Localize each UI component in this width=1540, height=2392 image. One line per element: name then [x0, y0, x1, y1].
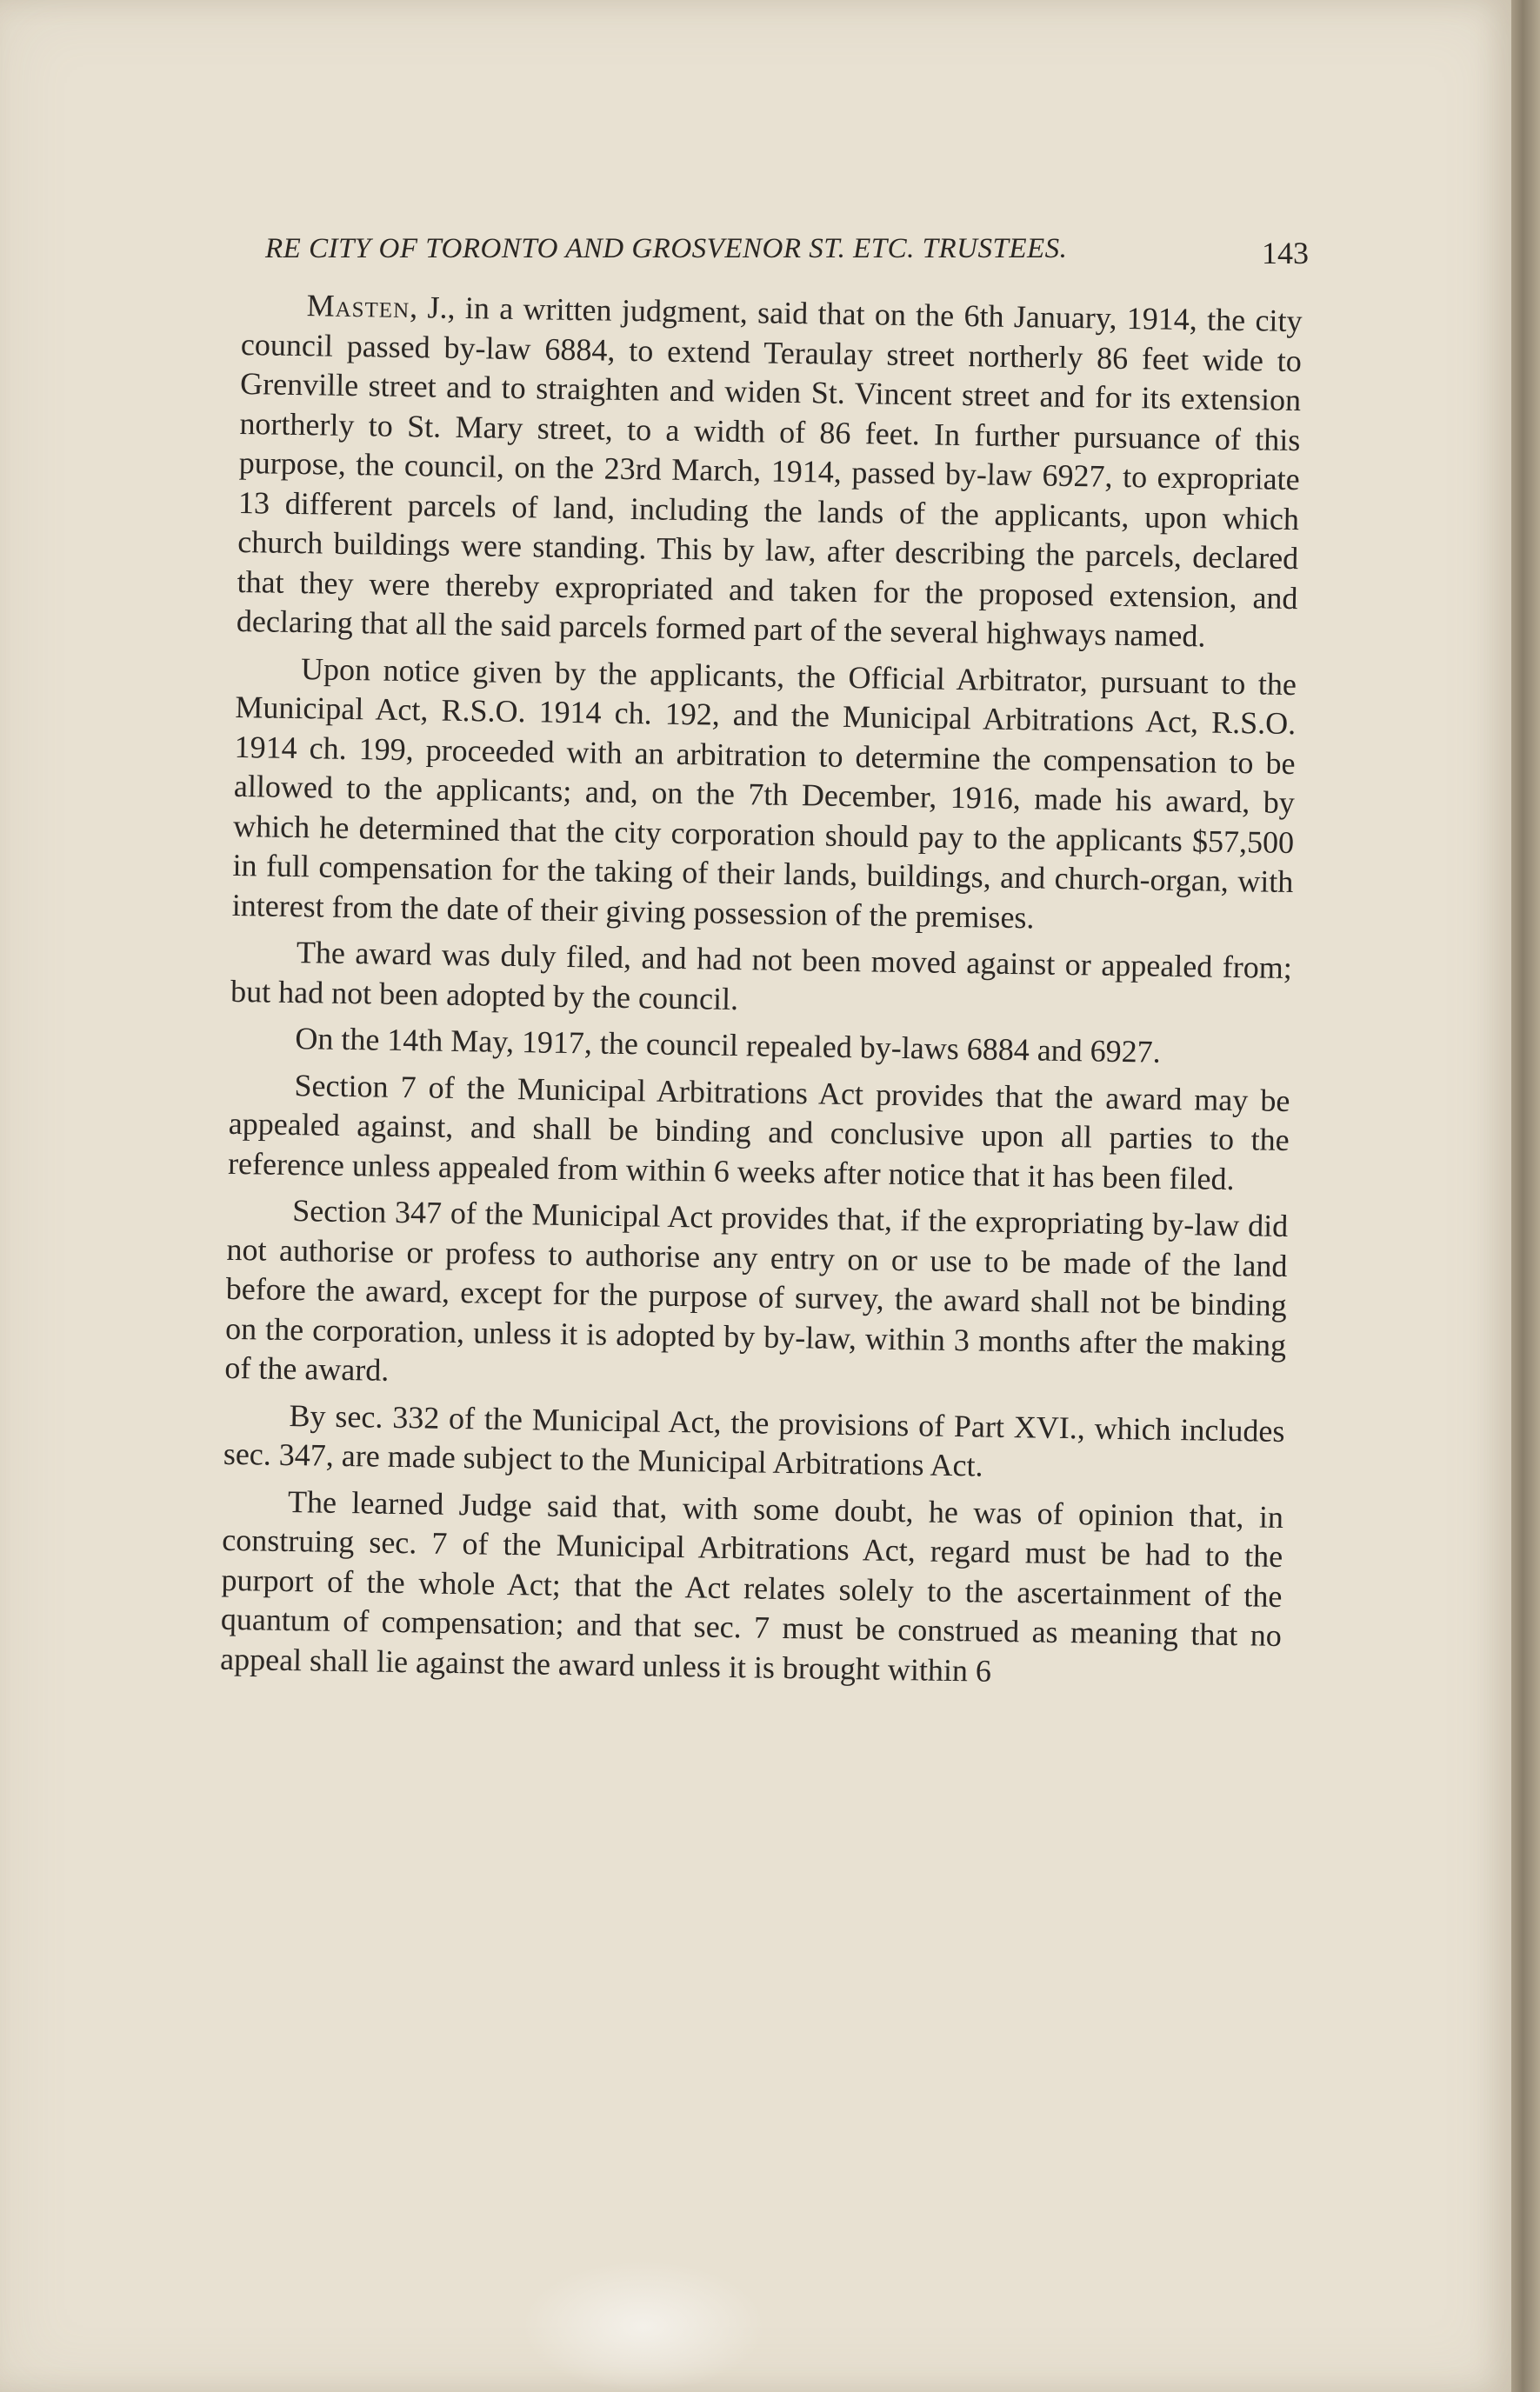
paragraph-1: [237, 285, 1303, 658]
paragraph-6: Section 347 of the Municipal Act provides that, if the expropriating by-law did not authorise or profess to authorise any entry on or use to be made of the land before the award, except for the purpose of survey, the award shall not be binding on the corporation, unless it is adopted by by-law, within 3 months after the making of the award.: [224, 1193, 1289, 1388]
paragraph-4: On the 14th May, 1917, the council repealed by-laws 6884 and 6927.: [295, 1021, 1162, 1069]
paragraph-1-text: , J., in a written judgment, said that on the 6th January, 1914, the city council passed by-law 6884, to extend Teraulay street northerly 86 feet wide to Grenville street and to straighten and widen St. Vincent street and for its extension northerly to St. Mary street, to a width of 86 feet. In further pursuance of this purpose, the council, on the 23rd March, 1914, passed by-law 6927, to expropriate 13 different parcels of land, including the lands of the applicants, upon which church buildings were standing. This by law, after describing the parcels, declared that they were thereby expropriated and taken for the proposed extension, and declaring that all the said parcels formed part of the several highways named.: [236, 290, 1303, 654]
book-spine-edge: [1511, 0, 1540, 2392]
judge-name: Masten: [306, 288, 410, 325]
paragraph-7: By sec. 332 of the Municipal Act, the provisions of Part XVI., which includes sec. 347, are made subject to the Municipal Arbitrations Act.: [223, 1397, 1285, 1483]
page-number: 143: [1262, 236, 1309, 270]
paper-stain: [522, 2261, 765, 2392]
body-text: [220, 285, 1303, 1702]
paragraph-2: Upon notice given by the applicants, the Official Arbitrator, pursuant to the Municipal Act, R.S.O. 1914 ch. 192, and the Municipal Arbitrations Act, R.S.O. 1914 ch. 199, proceeded with an arbitration to determine the compensation to be allowed to the applicants; and, on the 7th December, 1916, made his award, by which he determined that the city corporation should pay to the applicants $57,500 in full compensation for the taking of their lands, buildings, and church-organ, with interest from the date of their giving possession of the premises.: [231, 650, 1297, 935]
running-head: [265, 233, 1309, 285]
paragraph-8: The learned Judge said that, with some doubt, he was of opinion that, in construing sec. 7 of the Municipal Arbitrations Act, regard must be had to the purport of the whole Act; that the Act relates solely to the ascertainment of the quantum of compensation; and that sec. 7 must be construed as meaning that no appeal shall lie against the award unless it is brought within 6: [219, 1483, 1284, 1689]
paragraph-5: Section 7 of the Municipal Arbitrations Act provides that the award may be appealed against, and shall be binding and conclusive upon all parties to the reference unless appealed from within 6 weeks after notice that it has been filed.: [227, 1067, 1290, 1196]
running-head-title: RE CITY OF TORONTO AND GROSVENOR ST. ETC. TRUSTEES.: [265, 233, 1068, 264]
paragraph-3: The award was duly filed, and had not been moved against or appealed from; but had not been adopted by the council.: [230, 935, 1293, 1016]
